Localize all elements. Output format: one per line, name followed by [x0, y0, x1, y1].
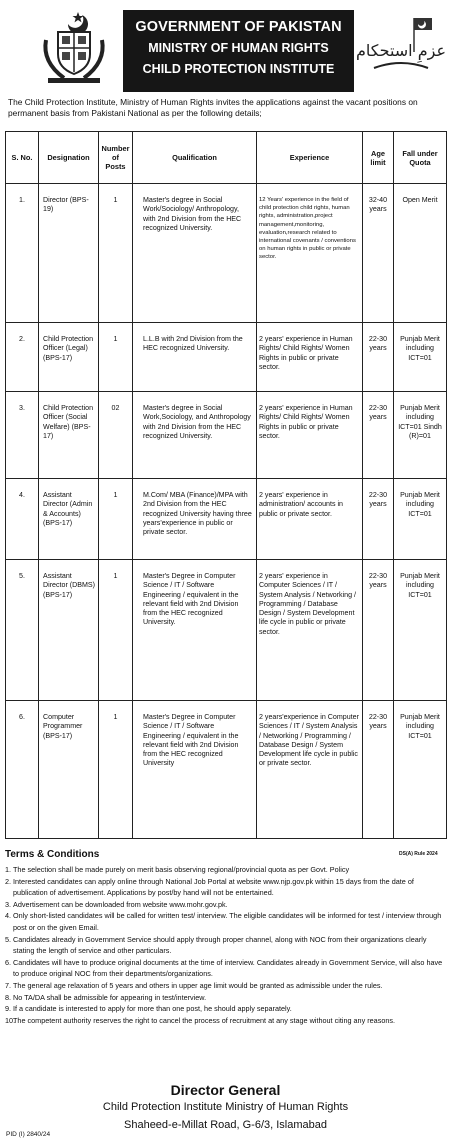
table-row: [6, 701, 447, 839]
row-age: 22-30 years: [368, 572, 388, 590]
terms-title: Terms & Conditions: [5, 849, 100, 860]
header: [6, 4, 445, 90]
row-qualification: Master's degree in Social Work/Sociology/ Anthropology, with 2nd Division from the HEC recognized University.: [143, 196, 242, 232]
row-age: 22-30 years: [368, 491, 388, 509]
row-designation: Child Protection Officer (Social Welfare) (BPS-17): [43, 404, 94, 440]
table-row: [6, 392, 447, 479]
row-sno: 5.: [19, 572, 25, 580]
row-posts: 1: [113, 491, 118, 499]
col-header-qualification: Qualification: [133, 132, 257, 184]
row-quota: Punjab Merit including ICT=01 Sindh (R)=01: [398, 404, 442, 440]
row-qualification: M.Com/ MBA (Finance)/MPA with 2nd Division from the HEC recognized University having three years'experience in public or private sector.: [143, 491, 252, 537]
azm-e-istehkam-logo: [356, 12, 446, 86]
col-header-quota: Fall under Quota: [394, 132, 447, 184]
list-item: 8. No TA/DA shall be admissible for appearing in test/interview.: [5, 992, 207, 1002]
list-item: 4. Only short-listed candidates will be called for written test/ interview. The eligible candidates will be informed for test / interview through post or on the given Email.: [5, 911, 442, 932]
terms-list: [5, 864, 445, 1026]
row-sno: 1.: [19, 196, 25, 204]
list-item: 9. If a candidate is interested to apply for more than one post, he should apply separately.: [5, 1004, 292, 1014]
list-item: 1. The selection shall be made purely on merit basis observing regional/provincial quota as per Govt. Policy: [5, 865, 350, 874]
row-sno: 3.: [19, 404, 25, 412]
row-posts: 1: [113, 713, 118, 721]
signature-block: [0, 1082, 451, 1134]
row-experience: 12 Years' experience in the field of child protection child rights, human rights, administration,project management,monitoring, evaluation,research related to international covenants / conventions on human rights in public or private sector.: [259, 197, 356, 261]
row-qualification: Master's degree in Social Work,Sociology, and Anthropology with 2nd Division from the HEC recognized University.: [143, 404, 251, 440]
list-item: 5. Candidates already in Government Service should apply through proper channel, along with NOC from their organizations clearly stating the length of service and other particulars.: [5, 934, 427, 956]
table-row: [6, 323, 447, 392]
pid-number: PID (I) 2840/24: [6, 1131, 51, 1138]
row-quota: Punjab Merit including ICT=01: [400, 572, 440, 599]
row-quota: Open Merit: [402, 196, 438, 204]
row-experience: 2 years' experience in Human Rights/ Child Rights/ Women Rights in public or private sector.: [259, 335, 353, 371]
row-experience: 2 years' experience in Human Rights/ Child Rights/ Women Rights in public or private sector.: [259, 404, 353, 440]
row-posts: 02: [111, 404, 120, 412]
signatory-org: Child Protection Institute Ministry of Human Rights: [102, 1101, 349, 1113]
table-row: [6, 560, 447, 701]
row-posts: 1: [113, 335, 118, 343]
row-sno: 6.: [19, 713, 25, 721]
signatory-title: Director General: [170, 1082, 281, 1098]
table-header-row: [6, 132, 447, 184]
row-quota: Punjab Merit including ICT=01: [400, 335, 440, 362]
row-age: 22-30 years: [368, 713, 388, 731]
state-emblem-icon: [38, 10, 110, 84]
row-posts: 1: [113, 196, 118, 204]
row-age: 32-40 years: [368, 196, 388, 214]
row-designation: Assistant Director (Admin & Accounts) (BPS-17): [43, 491, 93, 527]
col-header-age: Age limit: [363, 132, 394, 184]
list-item: 10. The competent authority reserves the right to cancel the process of recruitment at any stage without citing any reasons.: [5, 1015, 396, 1025]
title-banner: [123, 10, 354, 92]
col-header-experience: Experience: [257, 132, 363, 184]
row-designation: Child Protection Officer (Legal) (BPS-17): [43, 335, 94, 362]
col-header-sno: S. No.: [6, 132, 39, 184]
row-sno: 2.: [19, 335, 25, 343]
list-item: 7. The general age relaxation of 5 years and others in upper age limit would be granted as admissible under the rules.: [5, 980, 383, 990]
list-item: 6. Candidates will have to produce original documents at the time of interview. Candidates already in Government Service, will also have to produce original NOC from their departments/organizations.: [5, 957, 443, 979]
col-header-posts: Number of Posts: [99, 132, 133, 184]
row-experience: 2 years' experience in administration/ accounts in public or private sector.: [259, 491, 343, 518]
row-experience: 2 years' experience in Computer Sciences / IT / System Analysis / Networking / Programming / Database Design / System Development life cycle in public or private sector.: [259, 572, 356, 636]
row-qualification: L.L.B with 2nd Division from the HEC recognized University.: [143, 335, 243, 353]
signatory-address: Shaheed-e-Millat Road, G-6/3, Islamabad: [124, 1119, 327, 1131]
list-item: 3. Advertisement can be downloaded from website www.mohr.gov.pk.: [5, 899, 228, 909]
list-item: 2. Interested candidates can apply online through National Job Portal at website www.njp.gov.pk within 15 days from the date of publication of advertisement. Applications by post/by hand will not be entertained.: [5, 876, 414, 898]
institute-title: CHILD PROTECTION INSTITUTE: [142, 62, 335, 76]
row-experience: 2 years'experience in Computer Sciences / IT / System Analysis / Networking / Programming / Database Design / System Development life cycle in public or private sector.: [259, 713, 359, 768]
row-designation: Assistant Director (DBMS) (BPS-17): [43, 572, 96, 599]
table-row: [6, 184, 447, 323]
row-designation: Computer Programmer (BPS-17): [43, 713, 83, 740]
logo-urdu-text: عزمِ استحکام: [356, 41, 446, 60]
row-qualification: Master's Degree in Computer Science / IT / Software Engineering / equivalent in the relevant field with 2nd Division from the HEC recognized University: [143, 713, 239, 768]
row-age: 22-30 years: [368, 404, 388, 422]
col-header-designation: Designation: [39, 132, 99, 184]
row-qualification: Master's Degree in Computer Science / IT / Software Engineering / equivalent in the relevant field with 2nd Division from the HEC recognized University.: [143, 572, 239, 627]
positions-table: [5, 131, 447, 839]
intro-paragraph: The Child Protection Institute, Ministry of Human Rights invites the applications against the vacant positions on permanent basis from Pakistani National as per the following details;: [8, 97, 418, 118]
table-row: [6, 479, 447, 560]
row-posts: 1: [113, 572, 118, 580]
row-age: 22-30 years: [368, 335, 388, 353]
rule-note: DS(A) Rule 2024: [399, 851, 438, 857]
government-title: GOVERNMENT OF PAKISTAN: [135, 19, 342, 35]
row-quota: Punjab Merit including ICT=01: [400, 713, 440, 740]
row-sno: 4.: [19, 491, 25, 499]
ministry-title: MINISTRY OF HUMAN RIGHTS: [148, 41, 329, 55]
row-designation: Director (BPS-19): [43, 196, 89, 214]
row-quota: Punjab Merit including ICT=01: [400, 491, 440, 518]
